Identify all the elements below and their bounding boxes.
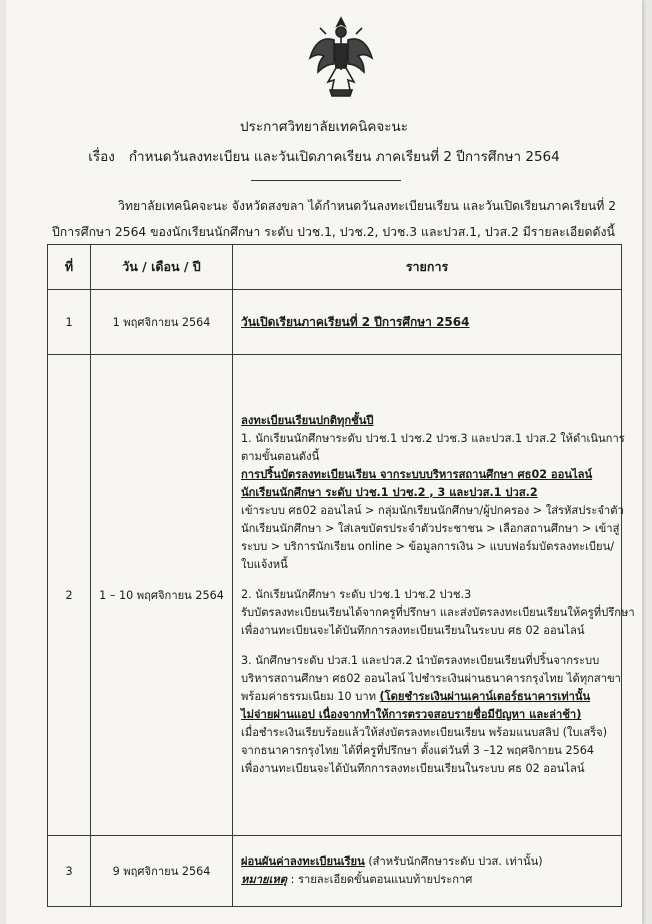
registration-heading: ลงทะเบียนเรียนปกติทุกชั้นปี bbox=[241, 414, 374, 427]
step1-line: ระบบ > บริการนักเรียน online > ข้อมูลการเงิน > แบบฟอร์มบัตรลงทะเบียน/ bbox=[241, 540, 615, 553]
step1-bold-line: นักเรียนนักศึกษา ระดับ ปวช.1 ปวช.2 , 3 และปวส.1 ปวส.2 bbox=[241, 486, 538, 499]
table-header-row bbox=[48, 245, 622, 290]
note-text: : รายละเอียดขั้นตอนแนบท้ายประกาศ bbox=[287, 873, 473, 886]
step3-line bbox=[241, 688, 611, 706]
no-app-note: ไม่จ่ายผ่านแอป เนื่องจากทำให้การตรวจสอบรายชื่อมีปัญหา และล่าช้า) bbox=[241, 708, 582, 721]
row-date: 1 พฤศจิกายน 2564 bbox=[91, 290, 233, 355]
deferment-scope: (สำหรับนักศึกษาระดับ ปวส. เท่านั้น) bbox=[364, 855, 543, 868]
step3-line: เพื่องานทะเบียนจะได้บันทึกการลงทะเบียนเรียนในระบบ ศธ 02 ออนไลน์ bbox=[241, 762, 585, 775]
step1-line: ใบแจ้งหนี้ bbox=[241, 558, 288, 571]
garuda-emblem-icon bbox=[306, 14, 376, 100]
step1-line: 1. นักเรียนนักศึกษาระดับ ปวช.1 ปวช.2 ปวช.3 และปวส.1 ปวส.2 ให้ดำเนินการ bbox=[241, 432, 625, 445]
counter-only-note: (โดยชำระเงินผ่านเคาน์เตอร์ธนาคารเท่านั้น bbox=[379, 690, 591, 703]
intro-line-1: วิทยาลัยเทคนิคจะนะ จังหวัดสงขลา ได้กำหนดวันลงทะเบียนเรียน และวันเปิดเรียนภาคเรียนที่ 2 bbox=[118, 199, 617, 213]
step2-line: 2. นักเรียนนักศึกษา ระดับ ปวช.1 ปวช.2 ปวช.3 bbox=[241, 588, 472, 601]
row-no: 1 bbox=[48, 290, 91, 355]
schedule-table bbox=[47, 244, 635, 907]
intro-line-2: ปีการศึกษา 2564 ของนักเรียนนักศึกษา ระดับ ปวช.1, ปวช.2, ปวช.3 และปวส.1, ปวส.2 มีรายละเอียดดังนี้ bbox=[52, 225, 615, 239]
table-row bbox=[48, 290, 622, 355]
step1-line: เข้าระบบ ศธ02 ออนไลน์ > กลุ่มนักเรียนนักศึกษา/ผู้ปกครอง > ใส่รหัสประจำตัว bbox=[241, 504, 624, 517]
row-no: 2 bbox=[48, 355, 91, 836]
header-no: ที่ bbox=[48, 245, 91, 290]
announcement-title: ประกาศวิทยาลัยเทคนิคจะนะ bbox=[240, 119, 408, 135]
subject-text: กำหนดวันลงทะเบียน และวันเปิดภาคเรียน ภาคเรียนที่ 2 ปีการศึกษา 2564 bbox=[128, 149, 560, 165]
fee-text: พร้อมค่าธรรมเนียม 10 บาท bbox=[241, 690, 380, 703]
step3-line: จากธนาคารกรุงไทย ได้ที่ครูที่ปรึกษา ตั้งแต่วันที่ 3 –12 พฤศจิกายน 2564 bbox=[241, 744, 594, 757]
note-label: หมายเหตุ bbox=[241, 873, 288, 886]
deferment-title: ผ่อนผันค่าลงทะเบียนเรียน bbox=[241, 855, 365, 868]
step1-line: นักเรียนนักศึกษา > ใส่เลขบัตรประจำตัวประชาชน > เลือกสถานศึกษา > เข้าสู่ bbox=[241, 522, 620, 535]
title-divider bbox=[251, 180, 401, 181]
row-item bbox=[233, 355, 635, 836]
document-page bbox=[6, 0, 642, 924]
step3-line: 3. นักศึกษาระดับ ปวส.1 และปวส.2 นำบัตรลงทะเบียนเรียนที่ปริ้นจากระบบ bbox=[241, 654, 600, 667]
step2-line: รับบัตรลงทะเบียนเรียนได้จากครูที่ปรึกษา และส่งบัตรลงทะเบียนเรียนให้ครูที่ปรึกษา bbox=[241, 606, 635, 619]
row-item bbox=[233, 836, 622, 907]
row-no: 3 bbox=[48, 836, 91, 907]
step1-bold-line: การปริ้นบัตรลงทะเบียนเรียน จากระบบบริหารสถานศึกษา ศธ02 ออนไลน์ bbox=[241, 468, 593, 481]
step3-line: เมื่อชำระเงินเรียบร้อยแล้วให้ส่งบัตรลงทะเบียนเรียน พร้อมแนบสลิป (ใบเสร็จ) bbox=[241, 726, 608, 739]
header-date: วัน / เดือน / ปี bbox=[91, 245, 233, 290]
table-row bbox=[48, 355, 622, 836]
row-item: วันเปิดเรียนภาคเรียนที่ 2 ปีการศึกษา 2564 bbox=[233, 290, 622, 355]
subject-label: เรื่อง bbox=[88, 149, 115, 165]
step1-line: ตามขั้นตอนดังนี้ bbox=[241, 450, 320, 463]
subject-line bbox=[6, 145, 642, 167]
step2-line: เพื่องานทะเบียนจะได้บันทึกการลงทะเบียนเรียนในระบบ ศธ 02 ออนไลน์ bbox=[241, 624, 585, 637]
header-item: รายการ bbox=[233, 245, 622, 290]
row-date: 9 พฤศจิกายน 2564 bbox=[91, 836, 233, 907]
table-row bbox=[48, 836, 622, 907]
step3-line: บริหารสถานศึกษา ศธ02 ออนไลน์ ไปชำระเงินผ่านธนาคารกรุงไทย ได้ทุกสาขา bbox=[241, 672, 621, 685]
row-date: 1 – 10 พฤศจิกายน 2564 bbox=[91, 355, 233, 836]
